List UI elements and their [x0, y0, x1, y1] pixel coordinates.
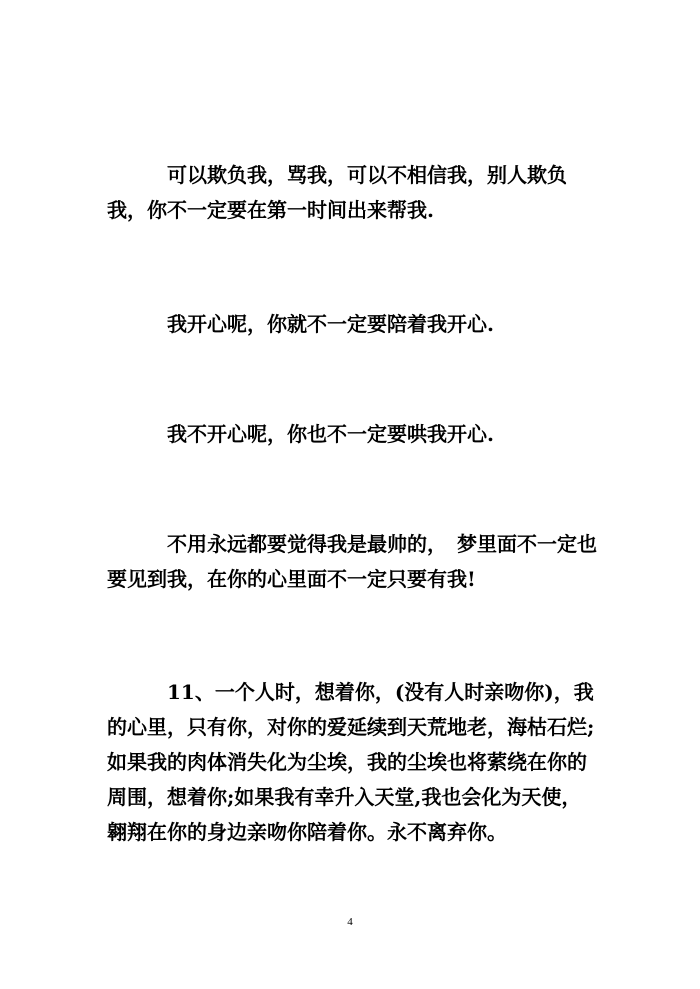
paragraph-3: 我不开心呢，你也不一定要哄我开心.	[167, 422, 494, 446]
page-number: 4	[347, 916, 353, 928]
paragraph-1: 可以欺负我，骂我，可以不相信我，别人欺负我，你不一定要在第一时间出来帮我.	[107, 163, 567, 222]
paragraph-5: 11、一个人时，想着你，(没有人时亲吻你)，我的心里，只有你，对你的爱延续到天荒地老，海枯石烂;如果我的肉体消失化为尘埃，我的尘埃也将萦绕在你的周围，想着你;如果我有幸升入天堂,我也会化为天使，翱翔在你的身边亲吻你陪着你。永不离弃你。	[107, 680, 595, 844]
paragraph-4: 不用永远都要觉得我是最帅的， 梦里面不一定也要见到我，在你的心里面不一定只要有我!	[107, 532, 597, 591]
paragraph-2: 我开心呢，你就不一定要陪着我开心.	[167, 312, 494, 336]
